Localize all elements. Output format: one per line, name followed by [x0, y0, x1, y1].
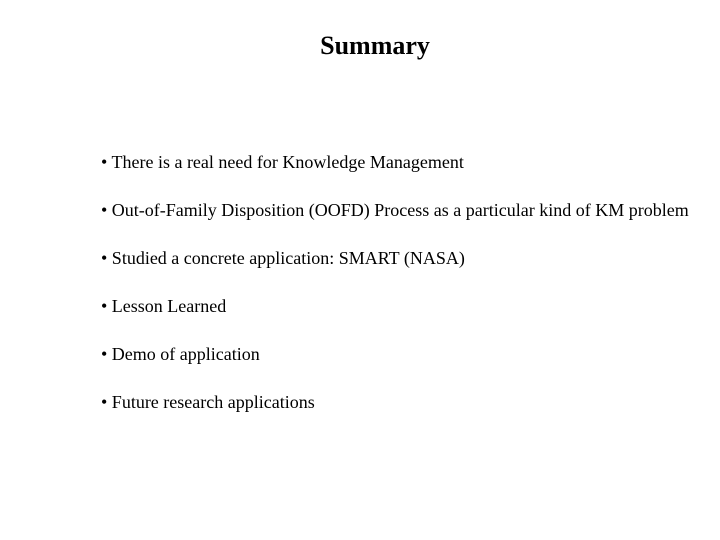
bullet-item: • Future research applications — [101, 392, 315, 412]
bullet-item: • Studied a concrete application: SMART (NASA) — [101, 248, 465, 268]
bullet-item: • There is a real need for Knowledge Management — [101, 152, 464, 172]
bullet-item: • Lesson Learned — [101, 296, 227, 316]
bullet-item: • Out-of-Family Disposition (OOFD) Process as a particular kind of KM problem — [101, 200, 689, 220]
bullet-item: • Demo of application — [101, 344, 260, 364]
slide-title: Summary — [320, 31, 430, 60]
bullet-list — [101, 150, 691, 438]
